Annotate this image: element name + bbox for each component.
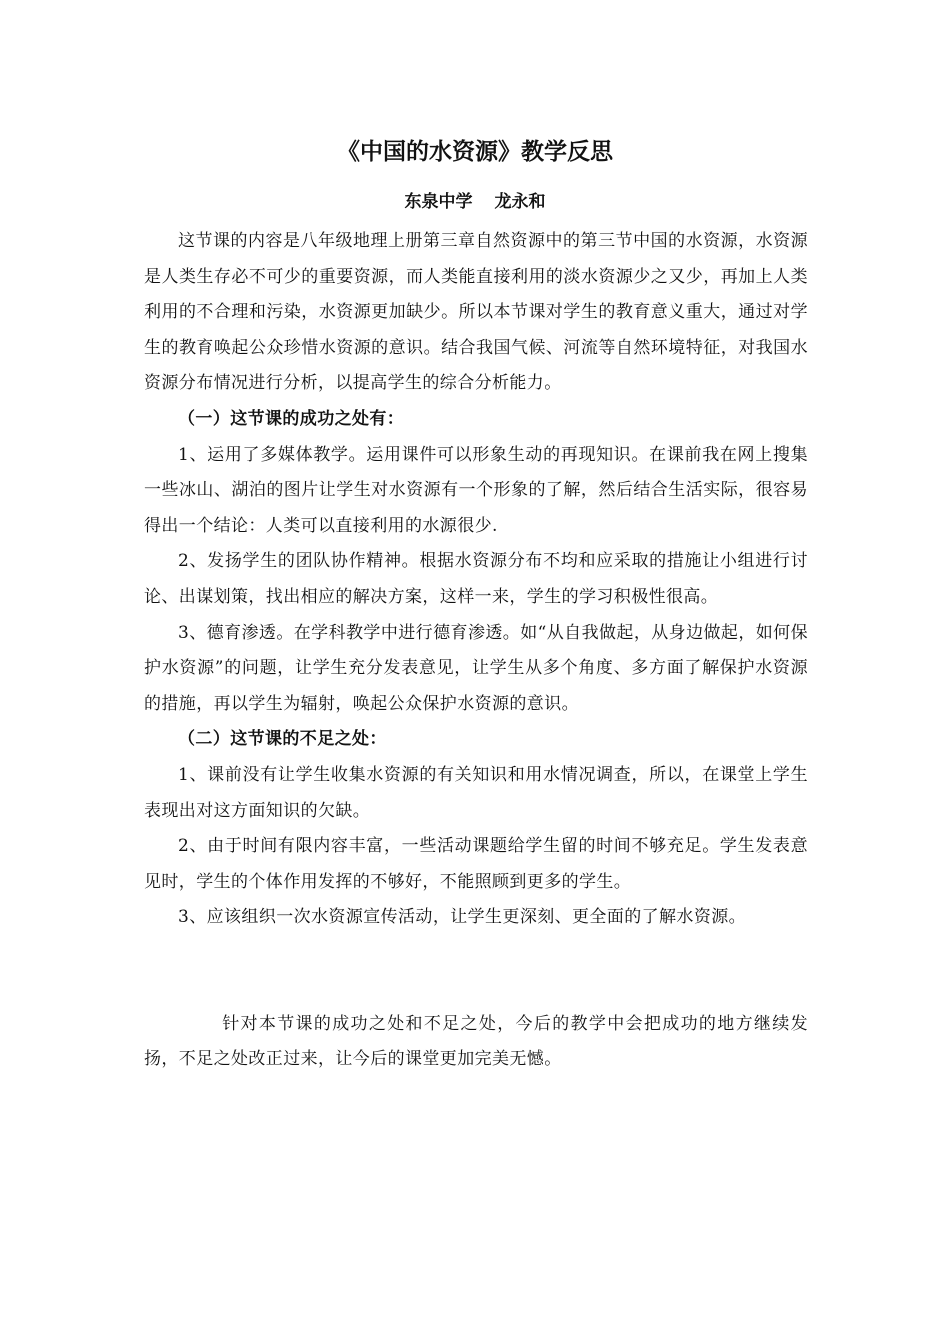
shortcoming-item-2: 2、由于时间有限内容丰富，一些活动课题给学生留的时间不够充足。学生发表意见时，学生的个体作用发挥的不够好，不能照顾到更多的学生。 xyxy=(144,836,808,892)
section-heading-shortcomings: （二）这节课的不足之处： xyxy=(178,729,387,750)
document-body xyxy=(144,224,808,1078)
shortcoming-item-1: 1、课前没有让学生收集水资源的有关知识和用水情况调查，所以，在课堂上学生表现出对这方面知识的欠缺。 xyxy=(144,764,808,821)
section-heading-successes: （一）这节课的成功之处有： xyxy=(178,408,405,429)
success-item-2: 2、发扬学生的团队协作精神。根据水资源分布不均和应采取的措施让小组进行讨论、出谋划策，找出相应的解决方案，这样一来，学生的学习积极性很高。 xyxy=(144,551,808,607)
closing-paragraph: 针对本节课的成功之处和不足之处，今后的教学中会把成功的地方继续发扬，不足之处改正过来，让今后的课堂更加完美无憾。 xyxy=(144,1013,808,1070)
intro-paragraph: 这节课的内容是八年级地理上册第三章自然资源中的第三节中国的水资源，水资源是人类生存必不可少的重要资源，而人类能直接利用的淡水资源少之又少，再加上人类利用的不合理和污染，水资源更加缺少。所以本节课对学生的教育意义重大，通过对学生的教育唤起公众珍惜水资源的意识。结合我国气候、河流等自然环境特征，对我国水资源分布情况进行分析，以提高学生的综合分析能力。 xyxy=(144,231,808,394)
author-school: 东泉中学 xyxy=(404,192,473,212)
success-item-1: 1、运用了多媒体教学。运用课件可以形象生动的再现知识。在课前我在网上搜集一些冰山、湖泊的图片让学生对水资源有一个形象的了解，然后结合生活实际，很容易得出一个结论：人类可以直接利用的水源很少. xyxy=(144,444,808,536)
paragraph-spacer xyxy=(144,936,808,1007)
success-item-3: 3、德育渗透。在学科教学中进行德育渗透。如“从自我做起，从身边做起，如何保护水资源”的问题，让学生充分发表意见，让学生从多个角度、多方面了解保护水资源的措施，再以学生为辐射，唤起公众保护水资源的意识。 xyxy=(144,622,808,714)
author-line xyxy=(0,189,950,215)
shortcoming-item-3: 3、应该组织一次水资源宣传活动，让学生更深刻、更全面的了解水资源。 xyxy=(178,907,747,928)
document-title: 《中国的水资源》教学反思 xyxy=(337,139,613,165)
author-name: 龙永和 xyxy=(494,192,546,212)
